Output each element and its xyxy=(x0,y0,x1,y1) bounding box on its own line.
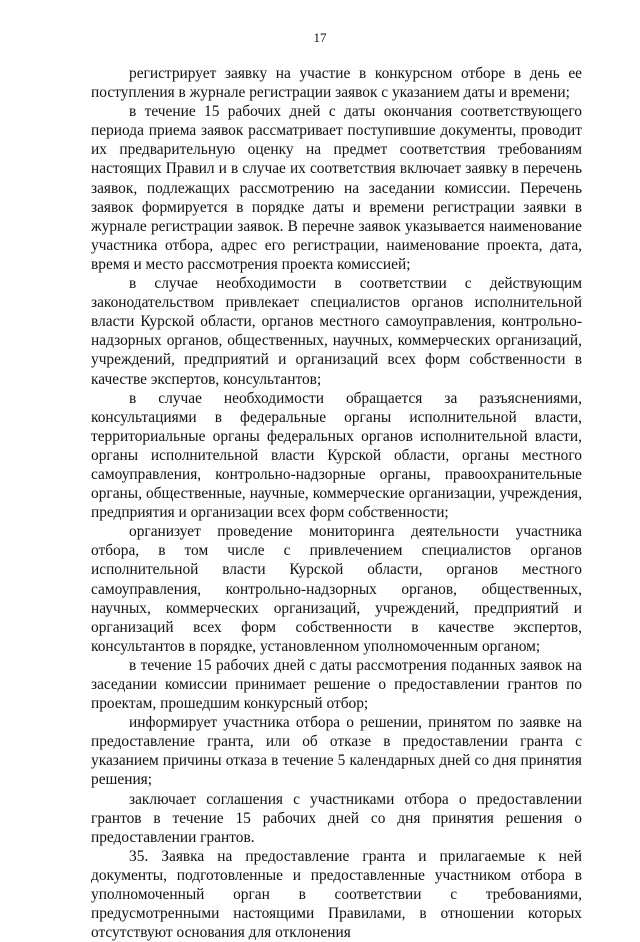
paragraph-involve-specialists: в случае необходимости в соответствии с действующим законодательством привлекает специалистов органов исполнительной власти Курской области, органов местного самоуправления, контрольно-надзорных органов, общественных, научных, коммерческих организаций, учреждений, предприятий и организаций всех форм собственности в качестве экспертов, консультантов; xyxy=(91,275,582,388)
document-body xyxy=(91,64,582,942)
paragraph-grant-decision: в течение 15 рабочих дней с даты рассмотрения поданных заявок на заседании комиссии принимает решение о предоставлении грантов по проектам, прошедшим конкурсный отбор; xyxy=(91,656,582,713)
page-number: 17 xyxy=(313,30,327,45)
paragraph-review-documents: в течение 15 рабочих дней с даты окончания соответствующего периода приема заявок рассматривает поступившие документы, проводит их предварительную оценку на предмет соответствия требованиям настоящих Правил и в случае их соответствия включает заявку в перечень заявок, подлежащих рассмотрению на заседании комиссии. Перечень заявок формируется в порядке даты и времени регистрации заявки в журнале регистрации заявок. В перечне заявок указывается наименование участника отбора, адрес его регистрации, наименование проекта, дата, время и место рассмотрения проекта комиссией; xyxy=(91,103,582,273)
paragraph-item-35: 35. Заявка на предоставление гранта и прилагаемые к ней документы, подготовленные и предоставленные участником отбора в уполномоченный орган в соответствии с требованиями, предусмотренными настоящими Правилами, в отношении которых отсутствуют основания для отклонения xyxy=(91,847,582,942)
paragraph-organize-monitoring: организует проведение мониторинга деятельности участника отбора, в том числе с привлечением специалистов органов исполнительной власти Курской области, органов местного самоуправления, контрольно-надзорных органов, общественных, научных, коммерческих организаций, учреждений, предприятий и организаций всех форм собственности в качестве экспертов, консультантов в порядке, установленном уполномоченным органом; xyxy=(91,523,582,655)
paragraph-conclude-agreements: заключает соглашения с участниками отбора о предоставлении грантов в течение 15 рабочих дней со дня принятия решения о предоставлении грантов. xyxy=(91,790,582,846)
paragraph-request-clarifications: в случае необходимости обращается за разъяснениями, консультациями в федеральные органы исполнительной власти, территориальные органы федеральных органов исполнительной власти, органы исполнительной власти Курской области, органы местного самоуправления, контрольно-надзорные органы, правоохранительные органы, общественные, научные, коммерческие организации, учреждения, предприятия и организации всех форм собственности; xyxy=(91,389,582,522)
paragraph-inform-participant: информирует участника отбора о решении, принятом по заявке на предоставление гранта, или об отказе в предоставлении гранта с указанием причины отказа в течение 5 календарных дней со дня принятия решения; xyxy=(91,714,582,789)
paragraph-register-application: регистрирует заявку на участие в конкурсном отборе в день ее поступления в журнале регистрации заявок с указанием даты и времени; xyxy=(91,65,582,102)
